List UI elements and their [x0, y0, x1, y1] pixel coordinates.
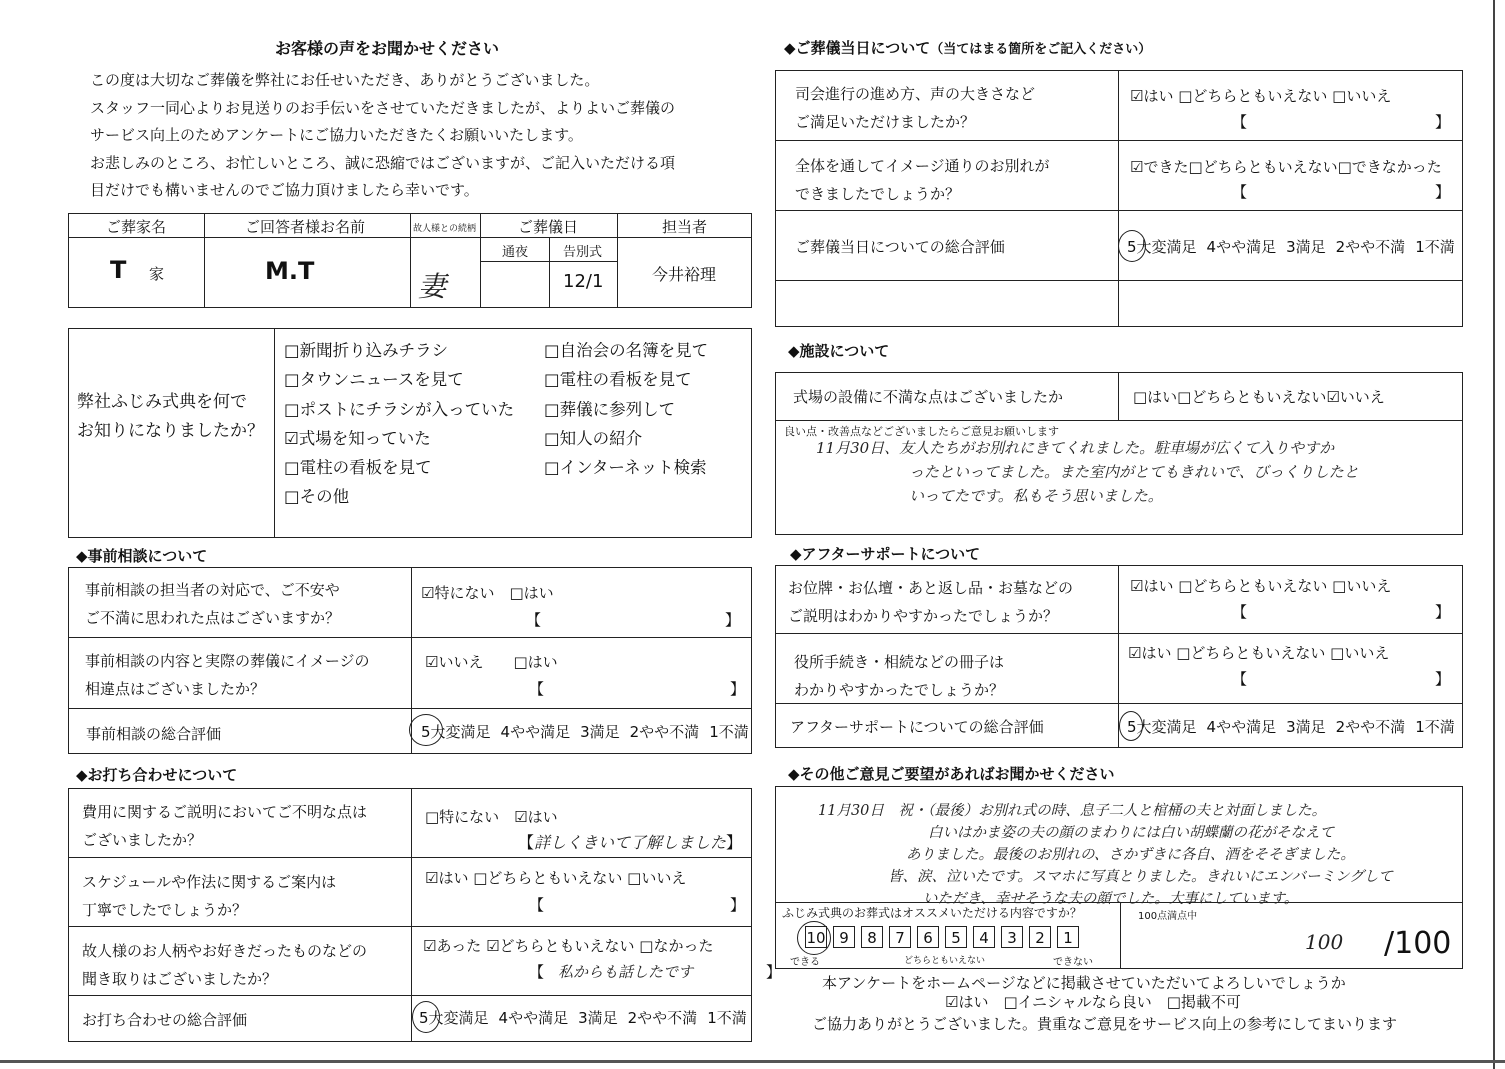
jizen-q2: [85, 647, 370, 703]
uchiawase-q1: [82, 798, 367, 854]
intro-line: スタッフ一同心よりお見送りのお手伝いをさせていただきましたが、よりよいご葬儀の: [90, 98, 676, 117]
tojitsu-q1: [795, 80, 1035, 136]
rating-option[interactable]: 5大変満足: [419, 1009, 489, 1027]
source-question-line: お知りになりましたか？: [77, 421, 264, 441]
bracket-close: 】: [1435, 113, 1451, 131]
jizen-a2[interactable]: ☑いいえ □はい: [425, 653, 558, 671]
footer-options[interactable]: ☑はい □イニシャルなら良い □掲載不可: [945, 993, 1241, 1011]
col-staff: 担当者: [662, 218, 708, 236]
shisetsu-q1: 式場の設備に不満な点はございましたか: [793, 388, 1064, 406]
divider: [274, 328, 275, 538]
rating-option[interactable]: 3満足: [580, 723, 620, 741]
source-option[interactable]: □葬儀に参列して: [544, 399, 676, 419]
bracket-close: 】: [1435, 603, 1451, 621]
divider: [411, 788, 412, 1042]
question-line: 相違点はございましたか？: [85, 680, 266, 698]
recommend-option[interactable]: 6: [917, 926, 939, 948]
col-name: ご回答者様お名前: [245, 218, 366, 236]
divider: [68, 995, 752, 996]
bracket-close: 】: [1435, 670, 1451, 688]
source-question: [77, 388, 264, 446]
score-value[interactable]: 100: [1305, 930, 1344, 954]
recommend-option[interactable]: 1: [1057, 926, 1079, 948]
jizen-q3: 事前相談の総合評価: [86, 725, 222, 743]
col-kokubetsu: 告別式: [563, 245, 603, 260]
rating-option[interactable]: 3満足: [578, 1009, 618, 1027]
uchiawase-c3[interactable]: 【 私からも話したです 】: [529, 963, 782, 981]
section-title-uchiawase: ◆お打ち合わせについて: [76, 766, 238, 784]
col-tsuya: 通夜: [502, 245, 529, 260]
intro-line: お悲しみのところ、お忙しいところ、誠に恐縮ではございますが、ご記入いただける項: [90, 153, 676, 172]
divider: [1118, 372, 1119, 420]
divider: [617, 213, 618, 308]
after-a1[interactable]: ☑はい □どちらともいえない □いいえ: [1130, 577, 1392, 595]
handwritten-comment: 私からも話したです: [558, 963, 694, 981]
handwritten-line: ったといってました。また室内がとてもきれいで、びっくりしたと: [909, 463, 1359, 481]
col-family: ご葬家名: [106, 218, 167, 236]
question-line: 役所手続き・相続などの冊子は: [794, 653, 1005, 671]
uchiawase-rating-scale[interactable]: [419, 1007, 757, 1028]
bracket-open: 【: [1232, 670, 1248, 688]
bracket-open: 【: [1232, 183, 1248, 201]
footer-question: 本アンケートをホームページなどに掲載させていただいてよろしいでしょうか: [822, 974, 1346, 992]
rating-option[interactable]: 2やや不満: [629, 723, 700, 741]
tojitsu-a2[interactable]: ☑できた□どちらともいえない□できなかった: [1130, 158, 1442, 176]
divider: [1120, 902, 1121, 969]
handwritten-line: 皆、涙、泣いたです。スマホに写真とりました。きれいにエンバーミングして: [888, 869, 1393, 885]
relation-value: 妻: [418, 270, 447, 303]
after-q1: [788, 574, 1073, 630]
rating-option[interactable]: 5大変満足: [1127, 718, 1197, 736]
selected-circle-mark: [1119, 711, 1143, 741]
recommend-scale[interactable]: [805, 926, 1085, 948]
staff-value: 今井裕理: [652, 265, 717, 284]
source-option[interactable]: □その他: [284, 487, 350, 507]
scale-right-label: できない: [1053, 957, 1093, 968]
jizen-q1: [85, 576, 340, 632]
source-question-line: 弊社ふじみ式典を何で: [77, 392, 247, 412]
divider: [775, 420, 1463, 421]
respondent-name: M.T: [265, 257, 315, 285]
family-initial: T: [110, 256, 127, 284]
after-rating-scale[interactable]: [1127, 716, 1465, 737]
intro-line: サービス向上のためアンケートにご協力いただきたくお願いいたします。: [90, 126, 583, 144]
source-option[interactable]: ☑式場を知っていた: [284, 428, 431, 448]
bracket-open: 【: [529, 896, 545, 914]
intro-line: この度は大切なご葬儀を弊社にお任せいただき、ありがとうございました。: [90, 71, 600, 89]
divider: [549, 237, 550, 308]
recommend-option[interactable]: 7: [889, 926, 911, 948]
question-line: ご満足いただけましたか？: [795, 113, 976, 131]
after-q2: [794, 648, 1004, 704]
intro-line: 目だけでも構いませんのでご協力頂けましたら幸いです。: [90, 181, 479, 199]
uchiawase-a1[interactable]: □特にない ☑はい: [425, 808, 558, 826]
divider: [775, 902, 1463, 903]
uchiawase-a3[interactable]: ☑あった ☑どちらともいえない □なかった: [423, 937, 714, 955]
source-option[interactable]: □知人の紹介: [544, 428, 643, 448]
source-options-left: [284, 336, 514, 512]
survey-title: お客様の声をお聞かせください: [275, 39, 500, 58]
section-title-jizen: ◆事前相談について: [76, 547, 208, 565]
divider: [68, 637, 752, 638]
divider: [775, 140, 1463, 141]
rating-option[interactable]: 1不満: [709, 723, 749, 741]
question-line: お位牌・お仏壇・あと返し品・お墓などの: [788, 579, 1074, 597]
jizen-a1[interactable]: ☑特にない □はい: [421, 584, 554, 602]
handwritten-line: 白いはかま姿の夫の顔のまわりには白い胡蝶蘭の花がそなえて: [928, 825, 1334, 841]
handwritten-line: いただき、幸せそうな夫の顔でした。大事にしています。: [923, 891, 1299, 907]
uchiawase-q4: お打ち合わせの総合評価: [82, 1011, 248, 1029]
rating-option[interactable]: 5大変満足: [421, 723, 491, 741]
handwritten-line: ありました。最後のお別れの、さかずきに各自、酒をそそぎました。: [906, 847, 1355, 863]
recommend-question: ふじみ式典のお葬式はオススメいただける内容ですか？: [782, 906, 1082, 920]
question-line: 司会進行の進め方、声の大きさなど: [795, 85, 1036, 103]
question-line: わかりやすかったでしょうか？: [794, 681, 1005, 699]
divider: [775, 280, 1463, 281]
divider: [410, 213, 411, 308]
after-q3: アフターサポートについての総合評価: [790, 718, 1044, 736]
rating-option[interactable]: 2やや不満: [1335, 718, 1406, 736]
uchiawase-q2: [82, 868, 336, 924]
family-suffix: 家: [149, 265, 165, 283]
shisetsu-comment[interactable]: [816, 436, 1359, 508]
rating-option[interactable]: 4やや満足: [1206, 238, 1277, 256]
recommend-option[interactable]: 9: [833, 926, 855, 948]
bracket-open: 【: [1232, 603, 1248, 621]
question-line: 故人様のお人柄やお好きだったものなどの: [82, 942, 368, 960]
intro-text: [90, 67, 675, 205]
divider: [480, 261, 617, 262]
selected-circle-mark: [797, 921, 831, 955]
rating-option[interactable]: 2やや不満: [1335, 238, 1406, 256]
recommend-option[interactable]: 5: [945, 926, 967, 948]
tojitsu-a1[interactable]: ☑はい □どちらともいえない □いいえ: [1130, 87, 1392, 105]
source-option[interactable]: □自治会の名簿を見て: [544, 341, 709, 360]
rating-option[interactable]: 1不満: [1415, 718, 1455, 736]
source-option[interactable]: □電柱の看板を見て: [284, 458, 432, 478]
divider: [68, 857, 752, 858]
recommend-option[interactable]: 3: [1001, 926, 1023, 948]
rating-option[interactable]: 4やや満足: [498, 1009, 569, 1027]
uchiawase-q3: [82, 937, 367, 993]
bracket-close: 】: [725, 611, 741, 629]
question-line: 費用に関するご説明においてご不明な点は: [82, 803, 368, 821]
rating-option[interactable]: 4やや満足: [500, 723, 571, 741]
source-option[interactable]: □ポストにチラシが入っていた: [284, 399, 515, 419]
page-edge: [1493, 0, 1495, 1069]
recommend-option[interactable]: 4: [973, 926, 995, 948]
section-title-tojitsu: [784, 37, 1151, 58]
section-title-shisetsu: ◆施設について: [788, 342, 890, 360]
col-date: ご葬儀日: [518, 218, 579, 236]
footer-thanks: ご協力ありがとうございました。貴重なご意見をサービス向上の参考にしてまいります: [812, 1015, 1398, 1033]
handwritten-line: 11月30日 祝・（最後）お別れ式の時、息子二人と棺桶の夫と対面しました。: [818, 803, 1327, 819]
source-option[interactable]: □インターネット検索: [544, 458, 707, 478]
bracket-close: 】: [730, 896, 746, 914]
rating-option[interactable]: 3満足: [1286, 718, 1326, 736]
rating-option[interactable]: 1不満: [1415, 238, 1455, 256]
bracket-close: 】: [1435, 183, 1451, 201]
handwritten-comment: 詳しくきいて了解しました: [534, 833, 727, 852]
rating-option[interactable]: 4やや満足: [1206, 718, 1277, 736]
section-title-other: ◆その他ご意見ご要望があればお聞かせください: [788, 765, 1115, 783]
question-line: 事前相談の内容と実際の葬儀にイメージの: [85, 652, 370, 670]
bracket-open: 【: [1232, 113, 1248, 131]
score-max: /100: [1384, 926, 1452, 961]
section-title-text: ◆ご葬儀当日について: [784, 39, 931, 57]
rating-option[interactable]: 1不満: [707, 1009, 747, 1027]
section-title-after: ◆アフターサポートについて: [790, 545, 981, 563]
shisetsu-comment-label: 良い点・改善点などございましたらご意見お願いします: [784, 425, 1059, 438]
shisetsu-a1[interactable]: □はい□どちらともいえない☑いいえ: [1133, 388, 1385, 406]
source-option[interactable]: □電柱の看板を見て: [544, 370, 692, 390]
divider: [68, 708, 752, 709]
question-line: 全体を通してイメージ通りのお別れが: [795, 157, 1050, 175]
jizen-rating-scale[interactable]: [421, 721, 759, 742]
question-line: ご不満に思われた点はございますか？: [85, 609, 341, 627]
question-line: 丁寧でしたでしょうか？: [82, 901, 248, 919]
tojitsu-rating-scale[interactable]: [1127, 236, 1465, 257]
question-line: スケジュールや作法に関するご案内は: [82, 873, 337, 891]
selected-circle-mark: [1118, 230, 1146, 262]
after-a2[interactable]: ☑はい □どちらともいえない □いいえ: [1128, 644, 1390, 662]
recommend-option[interactable]: 10: [805, 926, 827, 948]
question-line: できましたでしょうか？: [795, 185, 961, 203]
tojitsu-q2: [795, 152, 1050, 208]
source-option[interactable]: □新聞折り込みチラシ: [284, 341, 449, 360]
selected-circle-mark: [409, 714, 443, 746]
bracket-open: 【: [526, 611, 542, 629]
divider: [204, 213, 205, 308]
question-line: ございましたか？: [82, 831, 203, 849]
tojitsu-q3: ご葬儀当日についての総合評価: [795, 238, 1005, 256]
kokubetsu-value: 12/1: [563, 271, 604, 292]
recommend-option[interactable]: 8: [861, 926, 883, 948]
other-comment[interactable]: [818, 800, 1393, 910]
handwritten-line: 11月30日、友人たちがお別れにきてくれました。駐車場が広くて入りやすか: [816, 439, 1335, 457]
divider: [775, 633, 1463, 634]
scale-left-label: できる: [790, 957, 820, 968]
uchiawase-c1[interactable]: 【詳しくきいて了解しました】: [518, 833, 743, 852]
question-line: ご説明はわかりやすかったでしょうか？: [788, 607, 1059, 625]
uchiawase-a2[interactable]: ☑はい □どちらともいえない □いいえ: [425, 869, 687, 887]
rating-option[interactable]: 2やや不満: [627, 1009, 698, 1027]
rating-option[interactable]: 5大変満足: [1127, 238, 1197, 256]
section-title-note: （当てはまる箇所をご記入ください）: [930, 42, 1152, 57]
divider: [775, 210, 1463, 211]
divider: [1118, 70, 1119, 327]
bracket-close: 】: [730, 680, 746, 698]
divider: [68, 926, 752, 927]
scale-mid-label: どちらともいえない: [904, 956, 986, 966]
score-label: 100点満点中: [1138, 911, 1198, 922]
selected-circle-mark: [412, 1001, 440, 1033]
rating-option[interactable]: 3満足: [1286, 238, 1326, 256]
recommend-option[interactable]: 2: [1029, 926, 1051, 948]
source-options-right: [544, 336, 708, 482]
question-line: 事前相談の担当者の対応で、ご不安や: [85, 581, 340, 599]
bracket-open: 【: [529, 680, 545, 698]
col-relation: 故人様との続柄: [413, 224, 477, 234]
question-line: 聞き取りはございましたか？: [82, 970, 278, 988]
handwritten-line: いってたです。私もそう思いました。: [909, 487, 1163, 505]
source-option[interactable]: □タウンニュースを見て: [284, 370, 464, 390]
page-edge: [0, 1060, 1505, 1063]
